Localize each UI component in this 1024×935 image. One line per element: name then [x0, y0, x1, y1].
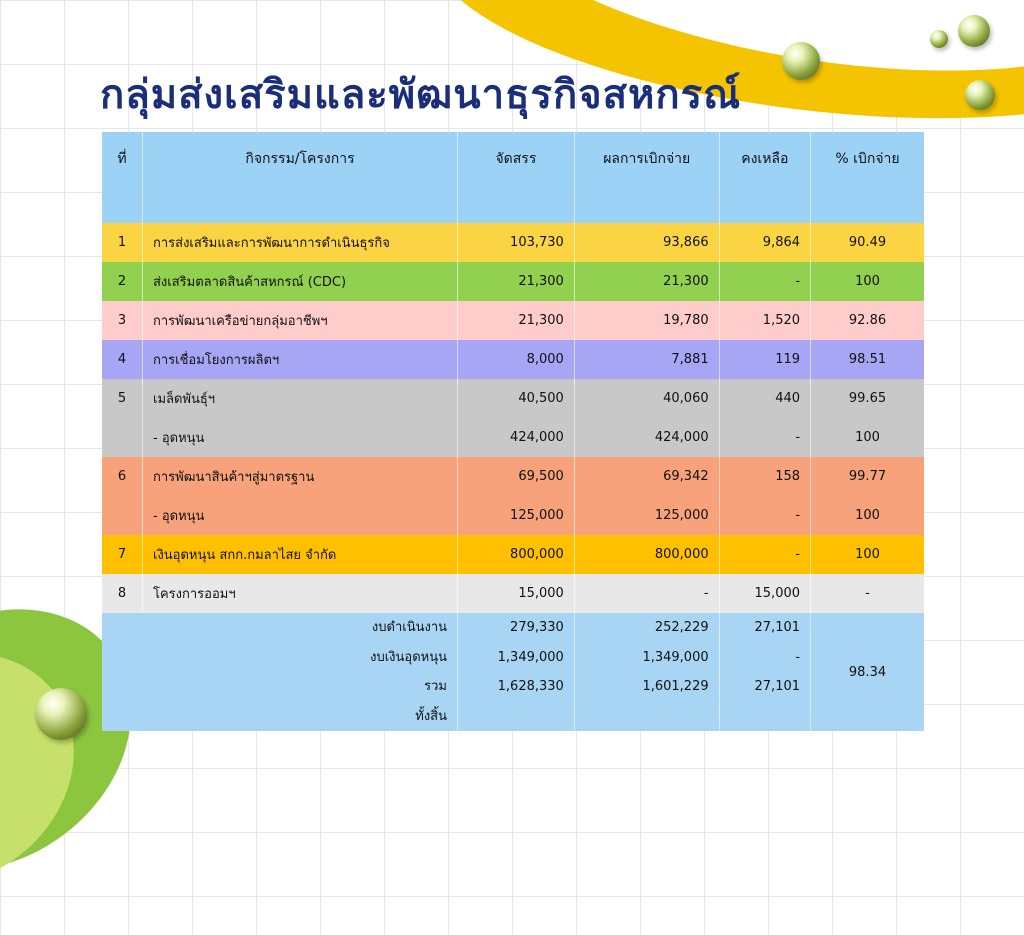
- cell-no: 8: [117, 586, 127, 601]
- cell-remaining: -: [719, 262, 810, 301]
- cell-disbursed: 19,780: [574, 301, 719, 340]
- cell-remaining: 158: [719, 457, 810, 496]
- table-body: [102, 223, 924, 731]
- cell-no: 5: [117, 391, 127, 406]
- totals-label-operating: งบดำเนินงาน: [371, 620, 447, 635]
- cell-remaining: 119: [719, 340, 810, 379]
- cell-activity: โครงการออมฯ: [143, 574, 458, 613]
- cell-percent: 99.77: [811, 457, 924, 496]
- water-drop-icon: [35, 688, 87, 740]
- cell-disbursed: 69,342: [574, 457, 719, 496]
- cell-activity: - อุดหนุน: [143, 418, 458, 457]
- cell-disbursed: 125,000: [574, 496, 719, 535]
- cell-percent: 100: [811, 418, 924, 457]
- table-header-row: [102, 132, 924, 223]
- cell-activity: การพัฒนาสินค้าฯสู่มาตรฐาน: [143, 457, 458, 496]
- cell-allocated: 15,000: [458, 574, 575, 613]
- cell-no: [102, 496, 143, 535]
- cell-percent: 90.49: [811, 223, 924, 262]
- cell-remaining: -: [719, 496, 810, 535]
- table-row: [102, 379, 924, 418]
- water-drop-icon: [930, 30, 948, 48]
- cell-disbursed: 7,881: [574, 340, 719, 379]
- header-activity: กิจกรรม/โครงการ: [143, 132, 458, 223]
- cell-percent: 99.65: [811, 379, 924, 418]
- totals-disbursed: [574, 613, 719, 731]
- totals-remaining-operating: 27,101: [754, 620, 801, 635]
- totals-allocated-operating: 279,330: [510, 620, 564, 635]
- cell-allocated: 69,500: [458, 457, 575, 496]
- cell-remaining: 15,000: [719, 574, 810, 613]
- table-row: [102, 262, 924, 301]
- cell-remaining: 440: [719, 379, 810, 418]
- cell-allocated: 800,000: [458, 535, 575, 574]
- totals-disbursed-total: 1,601,229: [642, 679, 709, 694]
- totals-label-total: รวม: [424, 679, 447, 694]
- cell-remaining: -: [719, 535, 810, 574]
- totals-allocated-total: 1,628,330: [497, 679, 564, 694]
- water-drop-icon: [958, 15, 990, 47]
- cell-activity: - อุดหนุน: [143, 496, 458, 535]
- cell-activity: การส่งเสริมและการพัฒนาการดำเนินธุรกิจ: [143, 223, 458, 262]
- water-drop-icon: [965, 80, 995, 110]
- totals-disbursed-subsidy: 1,349,000: [642, 649, 709, 665]
- cell-activity: การเชื่อมโยงการผลิตฯ: [143, 340, 458, 379]
- cell-activity: เมล็ดพันธุ์ฯ: [143, 379, 458, 418]
- table-row: [102, 301, 924, 340]
- totals-row: [102, 613, 924, 731]
- cell-allocated: 21,300: [458, 262, 575, 301]
- totals-remaining-subsidy: -: [795, 649, 801, 665]
- cell-percent: 98.51: [811, 340, 924, 379]
- table-row: [102, 340, 924, 379]
- cell-allocated: 125,000: [458, 496, 575, 535]
- totals-percent: 98.34: [811, 613, 924, 731]
- slide-title: กลุ่มส่งเสริมและพัฒนาธุรกิจสหกรณ์: [100, 71, 742, 118]
- header-allocated: จัดสรร: [458, 132, 575, 223]
- cell-allocated: 103,730: [458, 223, 575, 262]
- cell-disbursed: 93,866: [574, 223, 719, 262]
- cell-no: 1: [117, 235, 127, 250]
- water-drop-icon: [782, 42, 820, 80]
- cell-percent: 100: [811, 535, 924, 574]
- cell-no: 4: [117, 352, 127, 367]
- cell-allocated: 40,500: [458, 379, 575, 418]
- totals-labels: [102, 613, 458, 731]
- cell-disbursed: 21,300: [574, 262, 719, 301]
- cell-percent: -: [811, 574, 924, 613]
- totals-remaining: [719, 613, 810, 731]
- cell-activity: ส่งเสริมตลาดสินค้าสหกรณ์ (CDC): [143, 262, 458, 301]
- cell-no: 7: [117, 547, 127, 562]
- cell-remaining: 9,864: [719, 223, 810, 262]
- header-disbursed: ผลการเบิกจ่าย: [574, 132, 719, 223]
- cell-disbursed: 40,060: [574, 379, 719, 418]
- table-row: [102, 223, 924, 262]
- header-remaining: คงเหลือ: [719, 132, 810, 223]
- table-row: [102, 496, 924, 535]
- cell-percent: 100: [811, 496, 924, 535]
- budget-table: [102, 132, 924, 731]
- cell-percent: 100: [811, 262, 924, 301]
- cell-allocated: 424,000: [458, 418, 575, 457]
- cell-activity: การพัฒนาเครือข่ายกลุ่มอาชีพฯ: [143, 301, 458, 340]
- totals-label-grand: ทั้งสิ้น: [415, 708, 447, 724]
- cell-remaining: 1,520: [719, 301, 810, 340]
- totals-allocated-subsidy: 1,349,000: [497, 649, 564, 665]
- cell-remaining: -: [719, 418, 810, 457]
- cell-disbursed: 424,000: [574, 418, 719, 457]
- cell-no: 3: [117, 313, 127, 328]
- totals-label-subsidy: งบเงินอุดหนุน: [370, 649, 447, 665]
- table-row: [102, 457, 924, 496]
- totals-allocated: [458, 613, 575, 731]
- cell-disbursed: 800,000: [574, 535, 719, 574]
- header-percent: % เบิกจ่าย: [811, 132, 924, 223]
- header-no: ที่: [102, 132, 143, 223]
- totals-remaining-total: 27,101: [754, 679, 801, 694]
- cell-no: 2: [117, 274, 127, 289]
- cell-activity: เงินอุดหนุน สกก.กมลาไสย จำกัด: [143, 535, 458, 574]
- table-row: [102, 535, 924, 574]
- cell-allocated: 21,300: [458, 301, 575, 340]
- cell-no: [102, 418, 143, 457]
- cell-disbursed: -: [574, 574, 719, 613]
- cell-allocated: 8,000: [458, 340, 575, 379]
- table-row: [102, 574, 924, 613]
- table-row: [102, 418, 924, 457]
- cell-no: 6: [117, 469, 127, 484]
- totals-disbursed-operating: 252,229: [654, 620, 709, 635]
- cell-percent: 92.86: [811, 301, 924, 340]
